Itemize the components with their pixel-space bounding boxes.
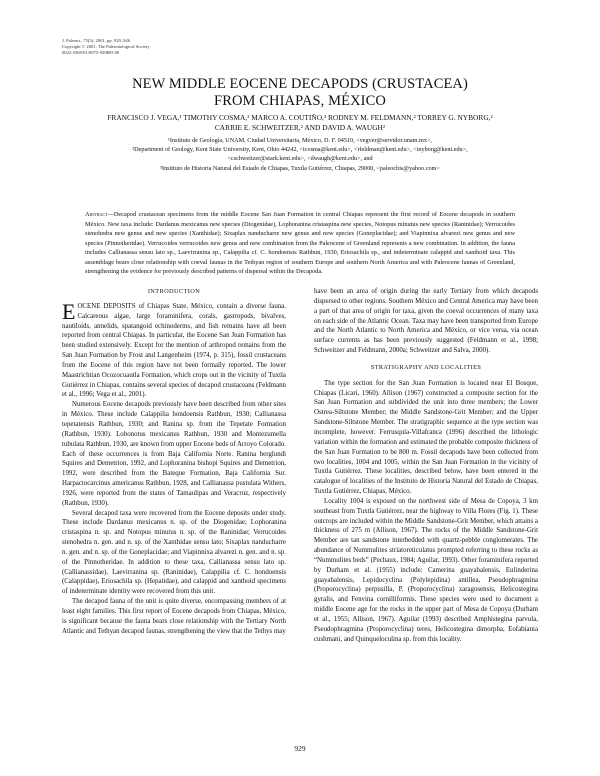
right-column [314,287,538,645]
journal-issn-line: 0022-3360/01/0075-929$03.00 [62,50,120,55]
stratigraphy-paragraph-1: The type section for the San Juan Formation is located near El Bosque, Chiapas (Licari, 1960). Allison (1967) constructed a composite section for the San Juan Formation and subdivided the unit into three members; the Lower Ostrea-Siltstone Member; the Middle Sandstone-Grit Member; and the Upper Sandstone-Siltstone Member. The stratigraphic sequence at the type section was incomplete, however. Ferrusquía-Villafranca (1996) described the lithologic variation within the formation and estimated the probable composite thickness of the San Juan Formation to be 800 m. Fossil decapods have been collected from two localities, 1004 and 1005, within the San Juan Formation in the vicinity of Tuxtla Gutiérrez. These localities, described below, have been entered in the catalogue of localities of the Instituto de Historia Natural del Estado de Chiapas, Tuxtla Gutiérrez, Chiapas, México. [314,379,538,496]
intro-paragraph-4: The decapod fauna of the unit is quite diverse, encompassing members of at least eight families. This first report of Eocene decapods from Chiapas, México, is significant because the fauna bears close relationship with the Tertiary North Atlantic and Tethyan decapod faunas, strengthening the view that the Tethys may [62,598,286,635]
drop-cap: E [62,298,76,324]
intro-continuation-paragraph: have been an area of origin during the early Tertiary from which decapods dispersed to other regions. Southern México and Central America may have been a part of that area of origin for taxa, given the coeval occurrences of many taxa on each side of the Atlantic Ocean. Taxa may have been transported from Europe and the North Atlantic to North America and México, or vice versa, via ocean surface currents as has been previously suggested (Feldmann et al., 1998; Schweitzer and Feldmann, 2000a; Schweitzer and Salva, 2000). [314,288,538,355]
intro-paragraph-1 [62,298,286,400]
left-column [62,287,286,637]
abstract-text: —Decapod crustacean specimens from the middle Eocene San Juan Formation in central Chiapas represent the first record of Eocene decapods in southern México. New taxa include: Dardanus mexicanus new species (Diogenidae), Lophoranina cristaspina new species, Notopus minutus new species (Raninidae); Verrucoides stenohedra new genus and new species (Xanthidae); Sixaplax nanducharre new genus and new species (Goneplacidae); and Viapinnixa alvarezi new genus and new species (Pinnotheridae). Verrucoides verrucoides new genus and new combination from the Paleocene of Greenland represents a new combination. In addition, the fauna includes Callianassa sensu lato sp., Laevirranina sp., Calappilia cf. C. hondoensis Rathbun, 1930, Eriosachila sp., and indeterminate calappid and xanthoid taxa. This assemblage bears close relationship with coeval faunas in the Tethyan region of southern Europe and southern North America and with Paleocene faunas of Greenland, strengthening the evidence for previously described patterns of dispersal within the Decapoda. [85,211,515,275]
author-list [50,113,550,133]
lead-in-caps: OCENE DEPOSITS [77,302,136,310]
intro-paragraph-3: Several decapod taxa were recovered from the Eocene deposits under study. These include Dardanus mexicanus n. sp. of the Diogenidae; Lophoranina cristaspina n. sp. and Notopus minutus n. sp. of the Raninidae; Verrucoides stenohedra n. gen. and n. sp. of the Xanthidae sensu lato; Sixaplax nanducharre n. gen. and n. sp. of the Goneplacidae; and Viapinnixa alvarezi n. gen. and n. sp. of the Pinnotheridae. In addition to these taxa, Callianassa sensu lato sp. (Callianassidae), Laevirranina sp. (Raninidae), Calappilia cf. C. hondoensis (Calappidae), Eriosachila sp. (Hepatidae), and calappid and xanthoid specimens of indeterminate identity were recovered from this unit. [62,509,286,596]
paper-title-line-2: FROM CHIAPAS, MÉXICO [214,93,386,109]
page-number: 929 [294,744,306,753]
intro-paragraph-1-text: of Chiapas State, México, contain a diverse fauna. Calcareous algae, large foraminifera, corals, gastropods, bivalves, nautiloids, annelids, spatangoid echinoderms, and fish remains have all been reported from central Chiapas. In particular, the Eocene San Juan Formation has been studied extensively. Except for the mention of arthropod remains from the San Juan Formation by Frost and Langenheim (1974, p. 315), fossil crustaceans from the Eocene of this region have not been formally reported. The lower Maastrichtian Ocozocuautla Formation, which crops out in the vicinity of Tuxtla Gutiérrez in Chiapas, contains several species of decapod crustaceans (Feldmann et al., 1996; Vega et al., 2001). [62,302,286,399]
journal-copyright-line: Copyright © 2001, The Paleontological Society [62,44,150,49]
paper-title [50,76,550,110]
affiliation-line-3: <cschweitzer@stark.kent.edu>, <dwaugh@kent.edu>, and [227,155,373,163]
introduction-heading: INTRODUCTION [147,288,201,295]
affiliation-line-4: ³Instituto de Historia Natural del Estado de Chiapas, Tuxtla Gutiérrez, Chiapas, 29000, <paleochis@yahoo.com> [160,164,440,172]
journal-citation-line: J. Paleont., 75(5), 2001, pp. 929–946 [62,38,131,43]
journal-citation [62,38,150,56]
paper-title-line-1: NEW MIDDLE EOCENE DECAPODS (CRUSTACEA) [132,76,468,92]
abstract-heading: Abstract [85,211,108,218]
affiliation-line-1: ¹Instituto de Geología, UNAM, Ciudad Universitaria, México, D. F. 04510, <vegver@servidor.unam.mx>, [168,137,432,144]
affiliation-list [50,136,550,173]
intro-paragraph-2: Numerous Eocene decapods previously have been described from other sites in México. These include Calappilia hondoensis Rathbun, 1930; Callianassa tepetatensis Rathbun, 1930; and Ranina sp. from the Tepetate Formation (Rathbun, 1930). Lobonotus mexicanus Rathbun, 1930 and Montezumella tubulata Rathbun, 1930, are known from upper Eocene beds of Arroyo Colorado. Each of these occurrences is from Baja California Norte. Ranina berglundi Squires and Demetrion, 1992, and Lophoranina bishopi Squires and Demetrion, 1992, were described from the Bateque Formation, Baja California Sur. Harpactocarcinus americanus Rathbun, 1928, and Callianassa pustulata Withers, 1926, were reported from the states of Tamaulipas and Veracruz, respectively (Rathbun, 1930). [62,401,286,507]
author-line-1: FRANCISCO J. VEGA,¹ TIMOTHY COSMA,² MARCO A. COUTIÑO,³ RODNEY M. FELDMANN,² TORREY G. NYBORG,² [107,113,493,122]
stratigraphy-paragraph-2: Locality 1004 is exposed on the northwest side of Mesa de Copoya, 3 km southeast from Tuxtla Gutiérrez, near the highway to Villa Flores (Fig. 1). These outcrops are included within the Middle Sandstone-Grit Member, which attains a thickness of 275 m (Allison, 1967). The rocks of the Middle Sandstone-Grit Member are tan sandstone interbedded with quartz-pebble conglomerates. The abundance of Nummulites striatoreticulatus prompted referring to these rocks as “Nummulites beds” (Pechaux, 1984; Aguilar, 1993). Other foraminifera reported by Durham et al. (1955) include: Camerina guayabalensis, Eulinderina guayabalensis, Lepidocyclina (Polylepidina) antillea, Pseudophragmina (Proporocyclina) perpusilla, P. (Proporocyclina) zaragosensis, Helicostegina gyralis, and Fenvina cornilliformis. These species were used to document a middle Eocene age for the rocks in the upper part of Mesa de Copoya (Durham et al., 1955; Allison, 1967). Aguilar (1993) described Amphistegina parvula, Pseudophragmina (Proporocyclina) teres, Helicostegina dimorpha, Eofabiania cushmani, and Quinqueloculina sp. from this locality. [314,497,538,643]
stratigraphy-heading: STRATIGRAPHY AND LOCALITIES [370,363,482,371]
author-line-2: CARRIE E. SCHWEITZER,² AND DAVID A. WAUGH² [214,123,386,132]
affiliation-line-2: ²Department of Geology, Kent State University, Kent, Ohio 44242, <tcosma@kent.edu>, <rfeldman@kent.edu>, <tnyborg@kent.edu>, [132,146,468,154]
abstract-block [85,210,515,277]
